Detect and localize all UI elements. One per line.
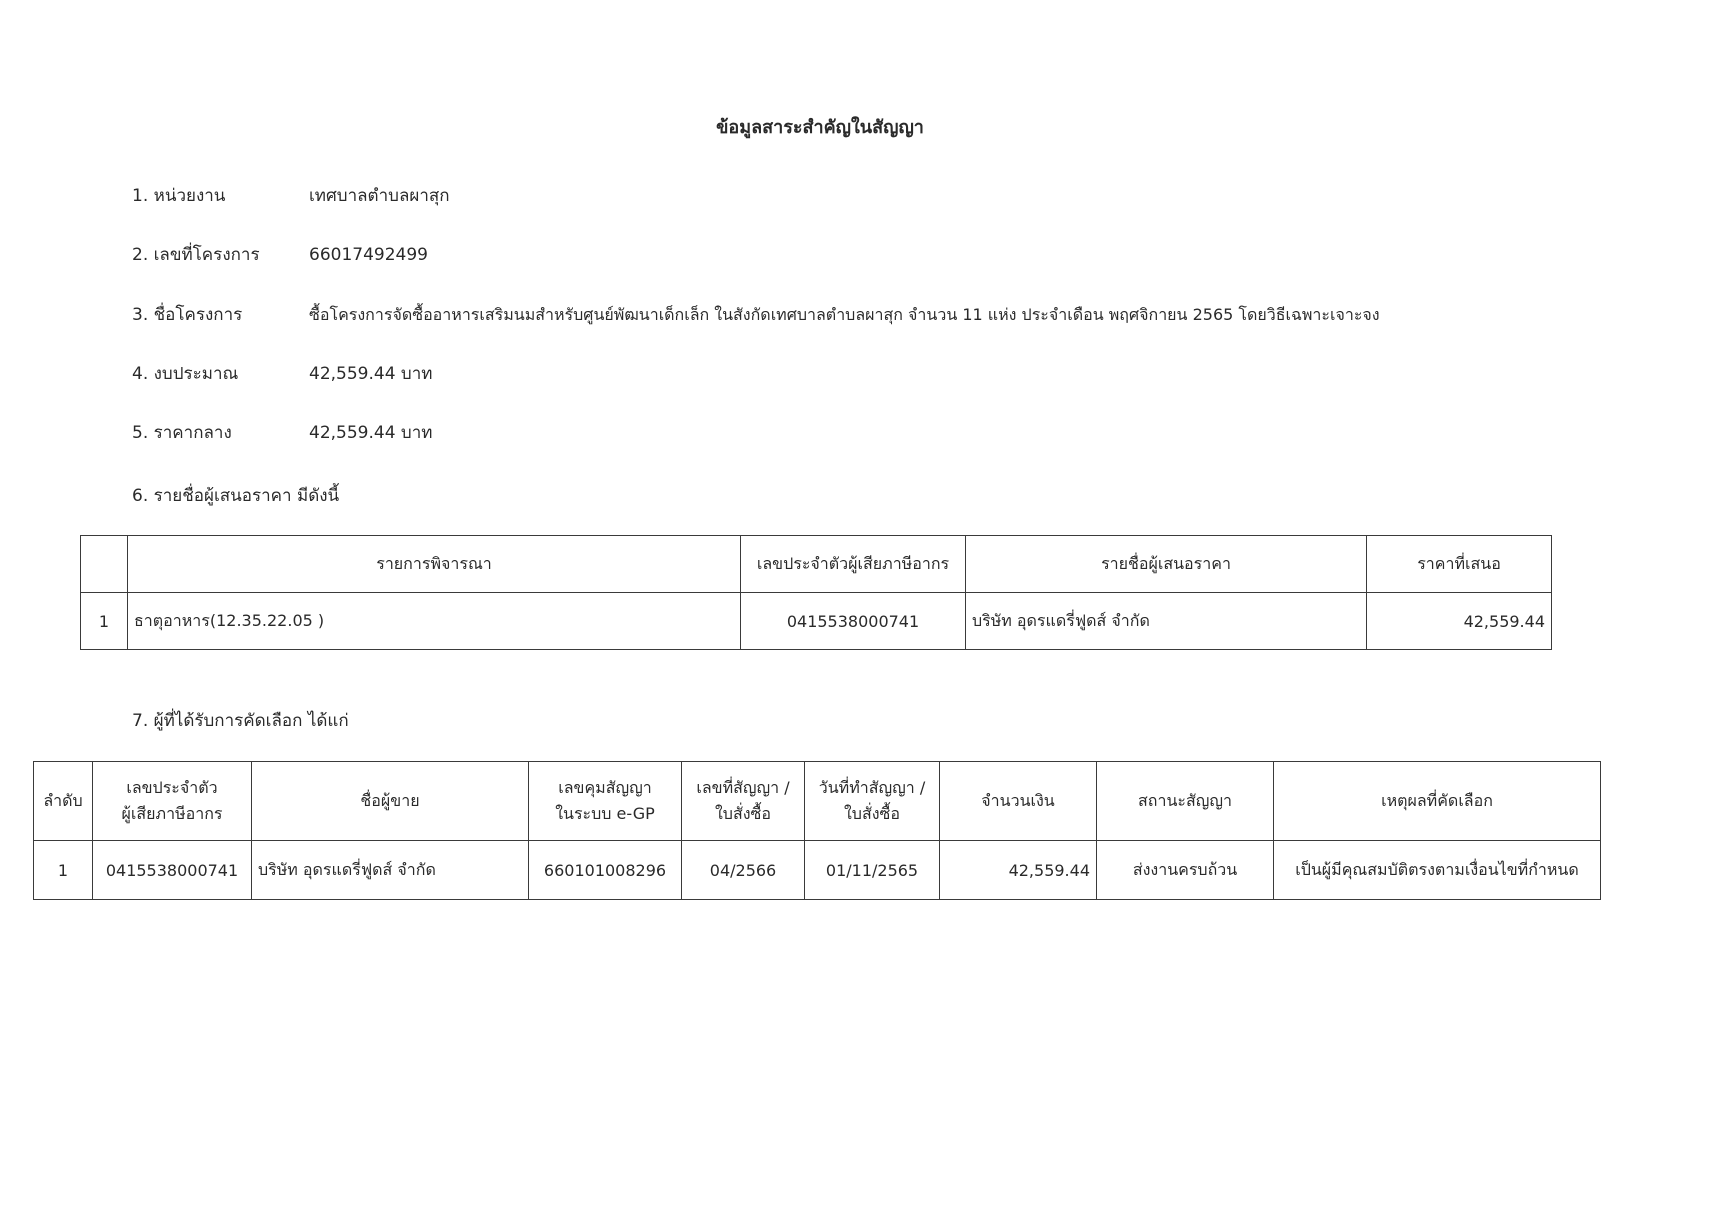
header-selection-reason bbox=[1274, 762, 1601, 841]
header-line: จำนวนเงิน bbox=[981, 791, 1055, 811]
header-bidder-name: รายชื่อผู้เสนอราคา bbox=[966, 536, 1367, 593]
header-line: ใบสั่งซื้อ bbox=[714, 804, 771, 823]
table-header-row bbox=[34, 762, 1601, 841]
header-line: ผู้เสียภาษีอากร bbox=[121, 804, 223, 823]
field-value: 42,559.44 บาท bbox=[309, 364, 433, 384]
header-line: เหตุผลที่คัดเลือก bbox=[1381, 791, 1493, 811]
cell-item: ธาตุอาหาร(12.35.22.05 ) bbox=[128, 593, 741, 650]
header-offer-price: ราคาที่เสนอ bbox=[1367, 536, 1552, 593]
cell-offer-price: 42,559.44 bbox=[1367, 593, 1552, 650]
header-seller-name bbox=[252, 762, 529, 841]
bidders-table bbox=[80, 535, 1552, 650]
header-line: สถานะสัญญา bbox=[1138, 791, 1232, 811]
field-label: 4. งบประมาณ bbox=[132, 364, 239, 384]
header-contract-status bbox=[1097, 762, 1274, 841]
field-value: 42,559.44 บาท bbox=[309, 423, 433, 443]
header-tax-id bbox=[93, 762, 252, 841]
field-value: 66017492499 bbox=[309, 245, 428, 265]
header-line: เลขประจำตัว bbox=[126, 778, 218, 798]
section-winner-title: 7. ผู้ที่ได้รับการคัดเลือก ได้แก่ bbox=[132, 711, 349, 731]
cell-order: 1 bbox=[34, 841, 93, 900]
table-row bbox=[81, 593, 1552, 650]
cell-contract-date: 01/11/2565 bbox=[805, 841, 940, 900]
winner-table bbox=[33, 761, 1601, 900]
cell-amount: 42,559.44 bbox=[940, 841, 1097, 900]
cell-selection-reason: เป็นผู้มีคุณสมบัติตรงตามเงื่อนไขที่กำหนด bbox=[1274, 841, 1601, 900]
header-line: วันที่ทำสัญญา / bbox=[818, 778, 926, 798]
field-label: 3. ชื่อโครงการ bbox=[132, 305, 243, 325]
field-label: 5. ราคากลาง bbox=[132, 423, 232, 443]
header-tax-id: เลขประจำตัวผู้เสียภาษีอากร bbox=[741, 536, 966, 593]
cell-index: 1 bbox=[81, 593, 128, 650]
header-egp-number bbox=[529, 762, 682, 841]
field-label: 2. เลขที่โครงการ bbox=[132, 245, 260, 265]
header-index bbox=[81, 536, 128, 593]
header-contract-date bbox=[805, 762, 940, 841]
header-item: รายการพิจารณา bbox=[128, 536, 741, 593]
header-contract-number bbox=[682, 762, 805, 841]
cell-contract-number: 04/2566 bbox=[682, 841, 805, 900]
header-amount bbox=[940, 762, 1097, 841]
cell-bidder-name: บริษัท อุดรแดรี่ฟูดส์ จำกัด bbox=[966, 593, 1367, 650]
cell-seller-name: บริษัท อุดรแดรี่ฟูดส์ จำกัด bbox=[252, 841, 529, 900]
header-line: เลขคุมสัญญา bbox=[558, 778, 652, 798]
cell-tax-id: 0415538000741 bbox=[93, 841, 252, 900]
field-value: ซื้อโครงการจัดซื้ออาหารเสริมนมสำหรับศูนย์พัฒนาเด็กเล็ก ในสังกัดเทศบาลตำบลผาสุก จำนวน 11 แห่ง ประจำเดือน พฤศจิกายน 2565 โดยวิธีเฉพาะเจาะจง bbox=[309, 305, 1380, 324]
cell-egp-number: 660101008296 bbox=[529, 841, 682, 900]
cell-contract-status: ส่งงานครบถ้วน bbox=[1097, 841, 1274, 900]
cell-tax-id: 0415538000741 bbox=[741, 593, 966, 650]
header-line: ใบสั่งซื้อ bbox=[843, 804, 900, 823]
table-header-row bbox=[81, 536, 1552, 593]
section-bidders-title: 6. รายชื่อผู้เสนอราคา มีดังนี้ bbox=[132, 486, 340, 506]
document-title: ข้อมูลสาระสำคัญในสัญญา bbox=[716, 117, 924, 138]
header-order bbox=[34, 762, 93, 841]
field-value: เทศบาลตำบลผาสุก bbox=[309, 186, 450, 206]
header-line: ชื่อผู้ขาย bbox=[360, 791, 420, 811]
field-label: 1. หน่วยงาน bbox=[132, 186, 226, 206]
header-line: ในระบบ e-GP bbox=[555, 804, 655, 823]
header-line: ลำดับ bbox=[43, 791, 83, 811]
header-line: เลขที่สัญญา / bbox=[696, 778, 790, 798]
table-row bbox=[34, 841, 1601, 900]
